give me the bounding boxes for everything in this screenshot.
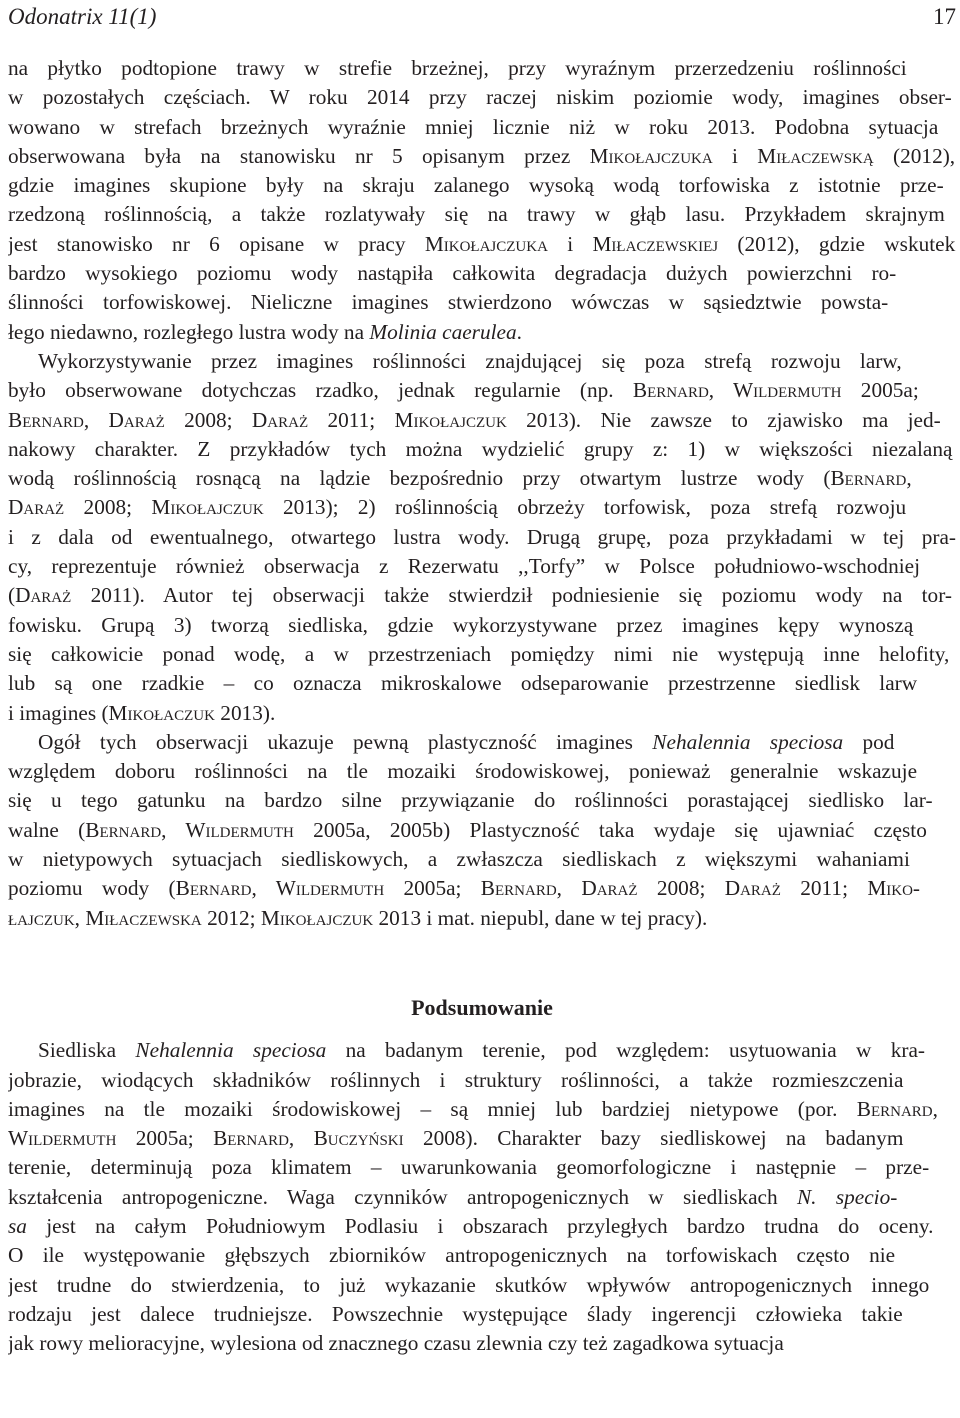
text-run: Siedliska	[38, 1038, 136, 1063]
text-run: 2008;	[637, 876, 725, 901]
text-line	[8, 464, 956, 493]
text-run: poziomu wody (	[8, 876, 176, 901]
text-run: jest stanowisko nr 6 opisane w pracy	[8, 231, 425, 256]
text-line	[8, 113, 956, 142]
text-run: 2005a;	[384, 876, 481, 901]
text-run: gdzie imagines skupione były na skraju zalanego wysoką wodą torfowiska z istotnie prze-	[8, 173, 944, 198]
text-run: jest trudne do stwierdzenia, to już wykazanie skutków wpływów antropogenicznych innego	[8, 1272, 930, 1297]
text-line	[8, 54, 956, 83]
text-run: wowano w strefach brzeżnych wyraźnie mniej licznie niż w roku 2013. Podobna sytuacja	[8, 114, 939, 139]
text-run: .	[516, 319, 522, 344]
text-run: (2012), gdzie wskutek	[718, 231, 956, 256]
text-run: wodą roślinnością rosnącą na lądzie bezpośrednio przy otwartym lustrze wody (	[8, 466, 831, 491]
author-citation: Daraż	[724, 876, 781, 901]
author-citation: Bernard, Buczyński	[213, 1126, 404, 1151]
text-line	[8, 1212, 956, 1241]
author-citation: Mikołajczuka	[424, 231, 548, 256]
text-line	[8, 1066, 956, 1095]
text-line	[8, 493, 956, 522]
text-line	[8, 904, 956, 933]
journal-title: Odonatrix 11(1)	[8, 4, 157, 29]
text-line	[8, 1241, 956, 1270]
text-run: bardzo wysokiego poziomu wody nastąpiła całkowita degradacja dużych powierzchni ro-	[8, 261, 897, 286]
text-line	[8, 728, 956, 757]
text-line	[8, 1036, 956, 1065]
text-line	[8, 1153, 956, 1182]
text-line	[8, 552, 956, 581]
text-line	[8, 200, 956, 229]
text-run: jak rowy melioracyjne, wylesiona od znacznego czasu zlewnia czy też zagadkowa sytuacja	[8, 1331, 784, 1356]
author-citation: Mikołaczuk	[108, 700, 215, 725]
text-line	[8, 611, 956, 640]
text-run: 2012;	[201, 905, 261, 930]
author-citation: Miłaczewskiej	[592, 231, 719, 256]
text-run: 2008;	[64, 495, 152, 520]
text-line	[8, 581, 956, 610]
text-line	[8, 376, 956, 405]
running-head	[8, 0, 956, 40]
author-citation: Daraż	[8, 495, 65, 520]
text-run: i	[547, 231, 593, 256]
text-run: 2008;	[164, 407, 252, 432]
text-run: się całkowicie ponad wodę, a w przestrzeniach pomiędzy nimi nie występują inne helofity,	[8, 641, 950, 666]
author-citation: Bernard,	[830, 466, 912, 491]
author-citation: łajczuk, Miłaczewska	[8, 905, 202, 930]
text-run: i	[712, 143, 758, 168]
text-line	[8, 1183, 956, 1212]
text-line	[8, 259, 956, 288]
species-name: Nehalennia speciosa	[135, 1038, 327, 1063]
text-line	[8, 640, 956, 669]
text-run: ślinności torfowiskowej. Nieliczne imagines stwierdzono wówczas w sąsiedztwie powsta-	[8, 290, 889, 315]
section-spacer	[8, 933, 956, 993]
section-spacer	[8, 1022, 956, 1036]
text-run: imagines na tle mozaiki środowiskowej – są mniej lub bardziej nietypowe (por.	[8, 1096, 857, 1121]
text-run: i imagines (	[8, 700, 109, 725]
text-run: w nietypowych sytuacjach siedliskowych, a zwłaszcza siedliskach z większymi wahaniami	[8, 847, 910, 872]
text-line	[8, 845, 956, 874]
text-line	[8, 1095, 956, 1124]
page-number: 17	[933, 4, 956, 29]
body-text	[8, 54, 956, 1358]
paragraph-3	[8, 728, 956, 933]
author-citation: Mikołajczuka	[589, 143, 713, 168]
text-line	[8, 874, 956, 903]
text-line	[8, 347, 956, 376]
document-page	[8, 0, 956, 1418]
text-run: (2012),	[873, 143, 956, 168]
text-line	[8, 1329, 956, 1358]
text-run: rodzaju jest dalece trudniejsze. Powszechnie występujące ślady ingerencji człowieka takie	[8, 1301, 903, 1326]
author-citation: Miko-	[867, 876, 921, 901]
species-name: Nehalennia speciosa	[652, 729, 844, 754]
text-run: 2011). Autor tej obserwacji także stwierdził podniesienie się poziomu wody na tor-	[71, 583, 952, 608]
text-run: 2011;	[780, 876, 868, 901]
author-citation: Bernard, Daraż	[480, 876, 638, 901]
text-line	[8, 699, 956, 728]
text-line	[8, 523, 956, 552]
text-run: łego niedawno, rozległego lustra wody na	[8, 319, 370, 344]
text-run: 2005a;	[116, 1126, 214, 1151]
author-citation: Mikołajczuk	[394, 407, 507, 432]
paragraph-2	[8, 347, 956, 728]
author-citation: Miłaczewską	[757, 143, 874, 168]
author-citation: Daraż	[251, 407, 309, 432]
text-run: się u tego gatunku na bardzo silne przywiązanie do roślinności porastającej siedlisko lar-	[8, 788, 933, 813]
text-run: nakowy charakter. Z przykładów tych można wydzielić grupy z: 1) w większości niezalaną	[8, 436, 953, 461]
text-run: 2013); 2) roślinnością obrzeży torfowisk, poza strefą rozwoju	[263, 495, 907, 520]
text-run: cy, reprezentuje również obserwacja z Rezerwatu ,,Torfy” w Polsce południowo-wschodniej	[8, 554, 920, 579]
author-citation: Bernard, Wildermuth	[632, 378, 842, 403]
text-run: fowisku. Grupą 3) tworzą siedliska, gdzie wykorzystywane przez imagines kępy wynoszą	[8, 612, 914, 637]
summary-paragraph	[8, 1036, 956, 1358]
text-run: 2013). Nie zawsze to zjawisko ma jed-	[506, 407, 941, 432]
text-line	[8, 171, 956, 200]
text-line	[8, 318, 956, 347]
text-run: 2005a, 2005b) Plastyczność taka wydaje się ujawniać często	[293, 817, 927, 842]
text-run: i z dala od ewentualnego, otwartego lustra wody. Drugą grupę, poza przykładami w tej pra-	[8, 524, 956, 549]
author-citation: Mikołajczuk	[151, 495, 264, 520]
text-line	[8, 1124, 956, 1153]
text-run: 2005a;	[841, 378, 919, 403]
text-line	[8, 288, 956, 317]
author-citation: Wildermuth	[8, 1126, 117, 1151]
text-line	[8, 1300, 956, 1329]
text-line	[8, 83, 956, 112]
text-run: Wykorzystywanie przez imagines roślinności znajdującej się poza strefą rozwoju larw,	[38, 348, 902, 373]
text-line	[8, 406, 956, 435]
text-line	[8, 669, 956, 698]
text-run: 2008). Charakter bazy siedliskowej na badanym	[403, 1126, 904, 1151]
text-run: w pozostałych częściach. W roku 2014 przy raczej niskim poziomie wody, imagines obser-	[8, 85, 952, 110]
paragraph-1	[8, 54, 956, 347]
text-run: lub są one rzadkie – co oznacza mikroskalowe odseparowanie przestrzenne siedlisk larw	[8, 671, 918, 696]
text-run: na płytko podtopione trawy w strefie brzeżnej, przy wyraźnym przerzedzeniu roślinności	[8, 56, 907, 80]
text-run: na badanym terenie, pod względem: usytuowania w kra-	[326, 1038, 925, 1063]
text-run: (	[8, 583, 16, 608]
text-line	[8, 757, 956, 786]
text-line	[8, 816, 956, 845]
text-run: walne (	[8, 817, 86, 842]
section-heading: Podsumowanie	[411, 994, 553, 1020]
text-run: O ile występowanie głębszych zbiorników antropogenicznych na torfowiskach często nie	[8, 1243, 896, 1268]
text-line	[8, 1271, 956, 1300]
text-run: jest na całym Południowym Podlasiu i obszarach przyległych bardzo trudna do oceny.	[26, 1213, 934, 1238]
species-name: N. specio-	[796, 1184, 898, 1209]
author-citation: Mikołajczuk	[260, 905, 374, 930]
text-run: 2013).	[214, 700, 276, 725]
author-citation: Bernard,	[856, 1096, 938, 1121]
text-run: Ogół tych obserwacji ukazuje pewną plastyczność imagines	[38, 729, 653, 754]
text-run: 2011;	[308, 407, 395, 432]
text-run: 2013 i mat. niepubl, dane w tej pracy).	[373, 905, 708, 930]
author-citation: Bernard, Wildermuth	[175, 876, 385, 901]
text-run: rzedzoną roślinnością, a także rozlatywały się na trawy w głąb lasu. Przykładem skrajnym	[8, 202, 945, 227]
text-run: jobrazie, wiodących składników roślinnych i struktury roślinności, a także rozmieszczenia	[8, 1067, 904, 1092]
author-citation: Bernard, Wildermuth	[85, 817, 294, 842]
text-line	[8, 142, 956, 171]
species-name: sa	[8, 1213, 27, 1238]
text-run: względem doboru roślinności na tle mozaiki środowiskowej, ponieważ generalnie wskazuje	[8, 759, 918, 784]
text-run: było obserwowane dotychczas rzadko, jednak regularnie (np.	[8, 378, 633, 403]
species-name: Molinia caerulea	[369, 319, 517, 344]
text-run: terenie, determinują poza klimatem – uwarunkowania geomorfologiczne i następnie – prze-	[8, 1155, 930, 1180]
text-run: kształcenia antropogeniczne. Waga czynników antropogenicznych w siedliskach	[8, 1184, 797, 1209]
author-citation: Daraż	[15, 583, 72, 608]
text-run: pod	[843, 729, 895, 754]
text-line	[8, 786, 956, 815]
text-line	[8, 435, 956, 464]
text-line	[8, 230, 956, 259]
text-run: obserwowana była na stanowisku nr 5 opisanym przez	[8, 143, 590, 168]
author-citation: Bernard, Daraż	[8, 407, 165, 432]
